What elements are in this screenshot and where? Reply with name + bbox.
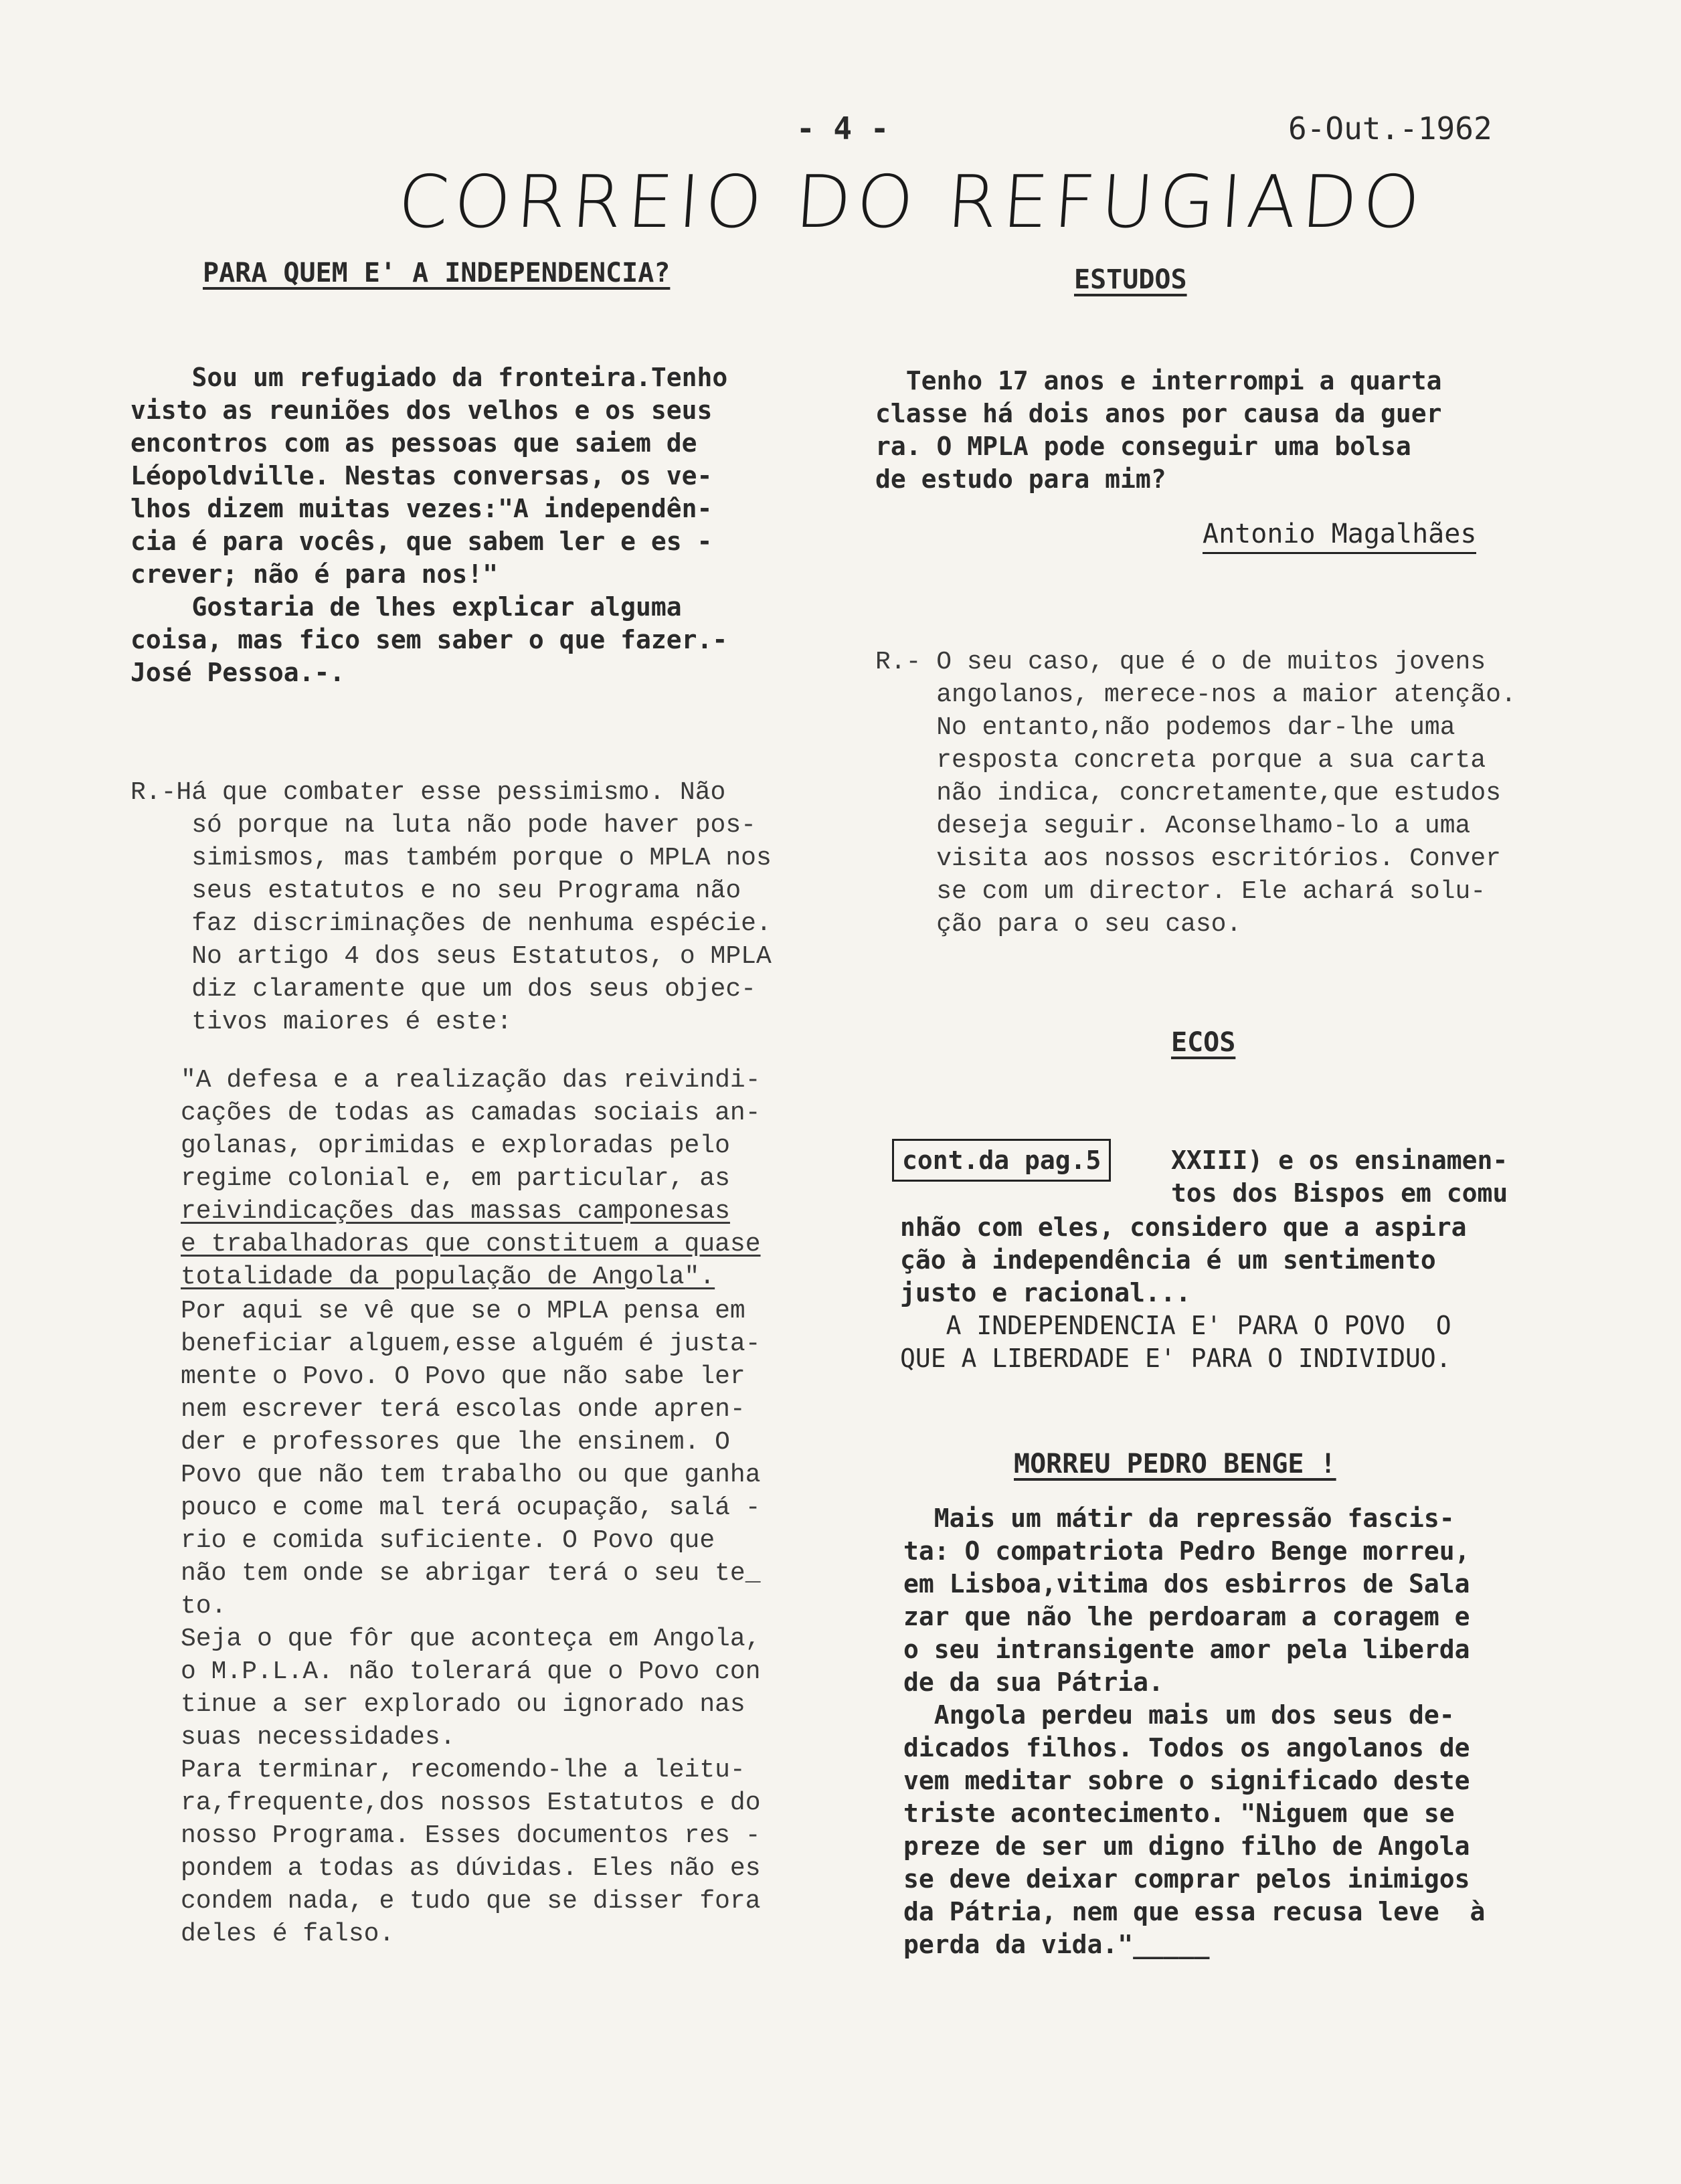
morreu-line: se deve deixar comprar pelos inimigos	[903, 1864, 1470, 1894]
quote-line: "A defesa e a realização das reivindi-	[181, 1066, 761, 1095]
ecos-line: A INDEPENDENCIA E' PARA O POVO O	[900, 1311, 1451, 1340]
issue-date: 6-Out.-1962	[1288, 110, 1492, 147]
page-number: - 4 -	[796, 110, 889, 147]
editorial-reply-b	[181, 1295, 761, 1950]
letter-line: ra. O MPLA pode conseguir uma bolsa	[875, 432, 1411, 461]
reply-line: se com um director. Ele achará solu-	[875, 877, 1486, 906]
reply-line: resposta concreta porque a sua carta	[875, 746, 1486, 775]
letter-line: lhos dizem muitas vezes:"A independên-	[130, 494, 713, 523]
reply-line: R.-Há que combater esse pessimismo. Não	[130, 778, 726, 807]
morreu-line: da Pátria, nem que essa recusa leve à	[903, 1897, 1486, 1926]
letter-line: Gostaria de lhes explicar alguma	[130, 592, 682, 622]
mpla-statute-quote	[181, 1064, 761, 1293]
morreu-line: Angola perdeu mais um dos seus de-	[903, 1700, 1455, 1730]
morreu-line: dicados filhos. Todos os angolanos de	[903, 1733, 1470, 1762]
morreu-line: preze de ser um digno filho de Angola	[903, 1831, 1470, 1861]
ecos-title: ECOS	[1171, 1027, 1236, 1058]
reply-line: condem nada, e tudo que se disser fora	[181, 1887, 761, 1916]
morreu-line: ta: O compatriota Pedro Benge morreu,	[903, 1536, 1470, 1566]
reply-line: tivos maiores é este:	[130, 1008, 513, 1036]
morreu-title: MORREU PEDRO BENGE !	[1014, 1449, 1336, 1479]
quote-line-underlined: reivindicações das massas camponesas	[181, 1197, 730, 1226]
reply-line: suas necessidades.	[181, 1723, 456, 1752]
estudos-letter	[875, 365, 1441, 496]
ecos-line: XXIII) e os ensinamen-	[1171, 1146, 1508, 1175]
reply-line: to.	[181, 1592, 227, 1621]
reply-line: visita aos nossos escritórios. Conver	[875, 844, 1501, 873]
reply-line: R.- O seu caso, que é o de muitos jovens	[875, 648, 1486, 676]
left-section-title: PARA QUEM E' A INDEPENDENCIA?	[203, 258, 671, 288]
reply-line: seus estatutos e no seu Programa não	[130, 877, 741, 905]
reply-line: ra,frequente,dos nossos Estatutos e do	[181, 1789, 761, 1817]
letter-line: cia é para vocês, que sabem ler e es -	[130, 527, 713, 556]
letter-line: classe há dois anos por causa da guer	[875, 399, 1442, 428]
letter-line: de estudo para mim?	[875, 464, 1166, 494]
ecos-indented	[1171, 1144, 1508, 1210]
continuation-box: cont.da pag.5	[892, 1139, 1111, 1182]
reply-line: nosso Programa. Esses documentos res -	[181, 1821, 761, 1850]
ecos-line: QUE A LIBERDADE E' PARA O INDIVIDUO.	[900, 1344, 1451, 1373]
reply-line: Povo que não tem trabalho ou que ganha	[181, 1461, 761, 1489]
morreu-line: triste acontecimento. "Niguem que se	[903, 1799, 1455, 1828]
reply-line: nem escrever terá escolas onde apren-	[181, 1395, 745, 1424]
reply-line: Seja o que fôr que aconteça em Angola,	[181, 1625, 761, 1653]
reply-line: deseja seguir. Aconselhamo-lo a uma	[875, 812, 1471, 840]
reply-line: pondem a todas as dúvidas. Eles não es	[181, 1854, 761, 1883]
estudos-title: ESTUDOS	[1074, 264, 1187, 295]
reply-line: rio e comida suficiente. O Povo que	[181, 1526, 715, 1555]
reply-line: deles é falso.	[181, 1920, 395, 1948]
letter-line: crever; não é para nos!"	[130, 559, 499, 589]
reply-line: der e professores que lhe ensinem. O	[181, 1428, 730, 1457]
reply-line: angolanos, merece-nos a maior atenção.	[875, 680, 1516, 709]
reply-line: pouco e come mal terá ocupação, salá -	[181, 1493, 761, 1522]
reply-line: beneficiar alguem,esse alguém é justa-	[181, 1330, 761, 1358]
morreu-line: perda da vida."_____	[903, 1930, 1210, 1959]
reply-line: ção para o seu caso.	[875, 910, 1242, 939]
ecos-body	[900, 1211, 1466, 1375]
quote-line: cações de todas as camadas sociais an-	[181, 1099, 761, 1127]
morreu-line: de da sua Pátria.	[903, 1667, 1164, 1697]
quote-line: golanas, oprimidas e exploradas pelo	[181, 1131, 730, 1160]
reply-line: diz claramente que um dos seus objec-	[130, 975, 756, 1004]
ecos-line: nhão com eles, considero que a aspira	[900, 1212, 1467, 1242]
morreu-line: o seu intransigente amor pela liberda	[903, 1635, 1470, 1664]
reply-line: mente o Povo. O Povo que não sabe ler	[181, 1362, 745, 1391]
estudos-reply	[875, 646, 1516, 941]
reply-line: o M.P.L.A. não tolerará que o Povo con	[181, 1657, 761, 1686]
reply-line: No artigo 4 dos seus Estatutos, o MPLA	[130, 942, 772, 971]
morreu-line: zar que não lhe perdoaram a coragem e	[903, 1602, 1470, 1631]
letter-line: visto as reuniões dos velhos e os seus	[130, 395, 713, 425]
ecos-line: justo e racional...	[900, 1278, 1191, 1307]
quote-line-underlined: e trabalhadoras que constituem a quase	[181, 1230, 761, 1259]
letter-line: encontros com as pessoas que saiem de	[130, 428, 697, 458]
morreu-body	[903, 1502, 1485, 1961]
reply-line: não tem onde se abrigar terá o seu te_	[181, 1559, 761, 1588]
reply-line: Para terminar, recomendo-lhe a leitu-	[181, 1756, 745, 1785]
reply-line: tinue a ser explorado ou ignorado nas	[181, 1690, 745, 1719]
refugee-letter	[130, 361, 727, 689]
letter-line: Léopoldville. Nestas conversas, os ve-	[130, 461, 713, 490]
reply-line: simismos, mas também porque o MPLA nos	[130, 844, 772, 873]
reply-line: No entanto,não podemos dar-lhe uma	[875, 713, 1455, 742]
ecos-line: ção à independência é um sentimento	[900, 1245, 1436, 1275]
letter-line: Tenho 17 anos e interrompi a quarta	[875, 366, 1442, 395]
reply-line: só porque na luta não pode haver pos-	[130, 811, 756, 840]
morreu-line: Mais um mátir da repressão fascis-	[903, 1504, 1455, 1533]
masthead-title: CORREIO DO REFUGIADO	[395, 161, 1428, 244]
morreu-line: em Lisboa,vitima dos esbirros de Sala	[903, 1569, 1470, 1599]
editorial-reply-a	[130, 776, 772, 1038]
reply-line: Por aqui se vê que se o MPLA pensa em	[181, 1297, 745, 1326]
letter-line: Sou um refugiado da fronteira.Tenho	[130, 363, 728, 392]
letter-line: coisa, mas fico sem saber o que fazer.-	[130, 625, 728, 654]
letter-line: José Pessoa.-.	[130, 658, 345, 687]
ecos-line: tos dos Bispos em comu	[1171, 1178, 1508, 1208]
morreu-line: vem meditar sobre o significado deste	[903, 1766, 1470, 1795]
reply-line: não indica, concretamente,que estudos	[875, 779, 1501, 808]
reply-line: faz discriminações de nenhuma espécie.	[130, 909, 772, 938]
estudos-signature: Antonio Magalhães	[1203, 519, 1476, 554]
quote-line-underlined: totalidade da população de Angola".	[181, 1263, 715, 1291]
quote-line: regime colonial e, em particular, as	[181, 1164, 730, 1193]
